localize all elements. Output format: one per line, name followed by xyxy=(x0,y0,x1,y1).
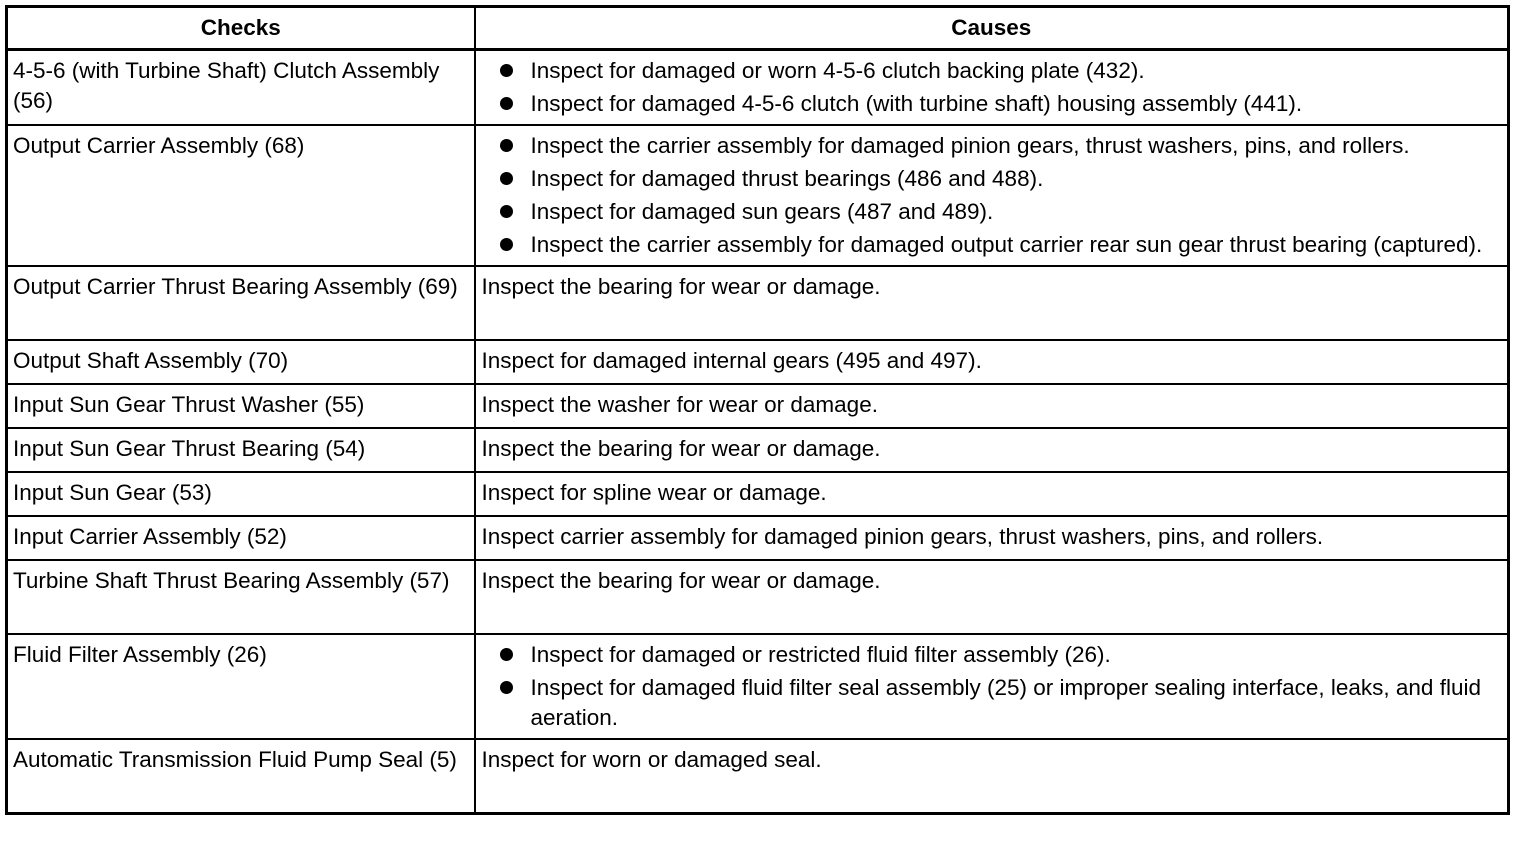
table-row xyxy=(7,266,1509,340)
cause-text: Inspect for damaged thrust bearings (486 and 488). xyxy=(530,166,1044,191)
check-cell: Automatic Transmission Fluid Pump Seal (5) xyxy=(7,739,475,814)
cause-text: Inspect for damaged or restricted fluid filter assembly (26). xyxy=(530,642,1111,667)
table-row xyxy=(7,516,1509,560)
column-header-causes: Causes xyxy=(475,7,1509,50)
check-cell: Output Carrier Assembly (68) xyxy=(7,125,475,266)
check-cell: 4-5-6 (with Turbine Shaft) Clutch Assembly (56) xyxy=(7,50,475,126)
check-cell: Input Sun Gear Thrust Washer (55) xyxy=(7,384,475,428)
cause-cell: Inspect carrier assembly for damaged pinion gears, thrust washers, pins, and rollers. xyxy=(475,516,1509,560)
checks-causes-table xyxy=(5,5,1510,815)
cause-cell: Inspect the bearing for wear or damage. xyxy=(475,428,1509,472)
cause-cell: Inspect the bearing for wear or damage. xyxy=(475,266,1509,340)
table-row xyxy=(7,472,1509,516)
table-header-row xyxy=(7,7,1509,50)
cause-text: Inspect for damaged or worn 4-5-6 clutch backing plate (432). xyxy=(530,58,1145,83)
check-cell: Output Carrier Thrust Bearing Assembly (69) xyxy=(7,266,475,340)
cause-text: Inspect the carrier assembly for damaged pinion gears, thrust washers, pins, and rollers. xyxy=(530,133,1410,158)
causes-list xyxy=(482,640,1502,733)
table-row xyxy=(7,50,1509,126)
list-item xyxy=(482,673,1502,733)
list-item xyxy=(482,230,1502,260)
cause-cell: Inspect the washer for wear or damage. xyxy=(475,384,1509,428)
check-cell: Input Sun Gear (53) xyxy=(7,472,475,516)
cause-cell: Inspect for spline wear or damage. xyxy=(475,472,1509,516)
causes-cell xyxy=(475,125,1509,266)
bullet-icon xyxy=(500,205,513,218)
check-cell: Input Carrier Assembly (52) xyxy=(7,516,475,560)
check-cell: Output Shaft Assembly (70) xyxy=(7,340,475,384)
bullet-icon xyxy=(500,97,513,110)
cause-text: Inspect for damaged 4-5-6 clutch (with turbine shaft) housing assembly (441). xyxy=(530,91,1303,116)
table-row xyxy=(7,125,1509,266)
list-item xyxy=(482,640,1502,670)
table-row xyxy=(7,739,1509,814)
list-item xyxy=(482,89,1502,119)
causes-cell xyxy=(475,50,1509,126)
cause-text: Inspect the carrier assembly for damaged output carrier rear sun gear thrust bearing (captured). xyxy=(530,232,1483,257)
cause-cell: Inspect for damaged internal gears (495 and 497). xyxy=(475,340,1509,384)
list-item xyxy=(482,56,1502,86)
cause-cell: Inspect for worn or damaged seal. xyxy=(475,739,1509,814)
bullet-icon xyxy=(500,139,513,152)
table-row xyxy=(7,384,1509,428)
table-row xyxy=(7,428,1509,472)
table-row xyxy=(7,340,1509,384)
causes-cell xyxy=(475,634,1509,739)
causes-list xyxy=(482,56,1502,119)
bullet-icon xyxy=(500,172,513,185)
bullet-icon xyxy=(500,648,513,661)
table-row xyxy=(7,634,1509,739)
cause-text: Inspect for damaged sun gears (487 and 489). xyxy=(530,199,994,224)
check-cell: Fluid Filter Assembly (26) xyxy=(7,634,475,739)
cause-text: Inspect for damaged fluid filter seal assembly (25) or improper sealing interface, leaks, and fluid aeration. xyxy=(530,675,1481,730)
check-cell: Turbine Shaft Thrust Bearing Assembly (57) xyxy=(7,560,475,634)
list-item xyxy=(482,131,1502,161)
document-page xyxy=(5,5,1510,815)
bullet-icon xyxy=(500,64,513,77)
bullet-icon xyxy=(500,238,513,251)
column-header-checks: Checks xyxy=(7,7,475,50)
table-row xyxy=(7,560,1509,634)
list-item xyxy=(482,164,1502,194)
check-cell: Input Sun Gear Thrust Bearing (54) xyxy=(7,428,475,472)
causes-list xyxy=(482,131,1502,260)
list-item xyxy=(482,197,1502,227)
bullet-icon xyxy=(500,681,513,694)
cause-cell: Inspect the bearing for wear or damage. xyxy=(475,560,1509,634)
